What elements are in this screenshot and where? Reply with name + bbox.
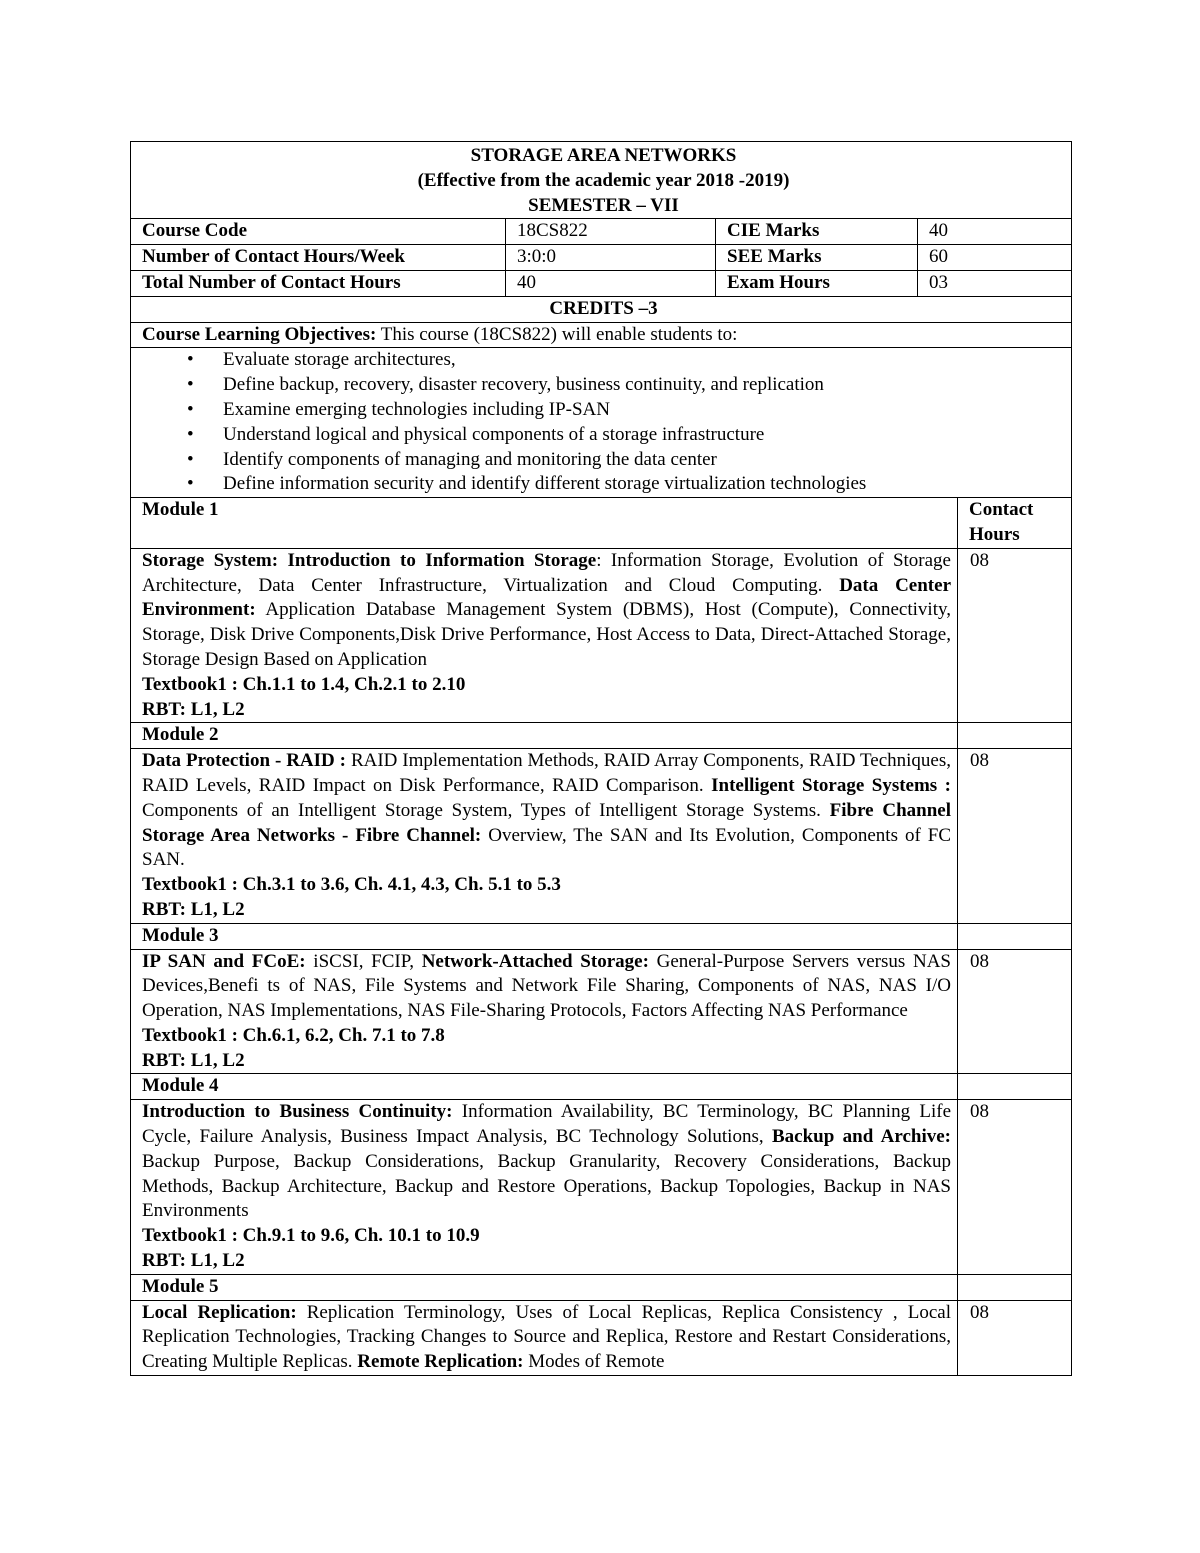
module-content-row xyxy=(131,548,1072,723)
topic-heading: Fibre Channel Storage Area Networks - Fibre Channel: xyxy=(142,799,951,846)
title-row xyxy=(131,142,1072,219)
topic-heading: Data Protection - RAID : xyxy=(142,750,347,772)
module-hours: 08 xyxy=(958,949,1072,1074)
module-hours: 08 xyxy=(958,548,1072,723)
contact-hours-header: Contact Hours xyxy=(958,498,1072,549)
topic-text: Application Database Management System (DBMS), Host (Compute), Connectivity, Storage, Disk Drive Components,Disk Drive Performance, Host Access to Data, Direct-Attached Storage, Storage Design Based on Application xyxy=(142,599,951,670)
topic-heading: Remote Replication: xyxy=(357,1351,524,1373)
objectives-heading-row xyxy=(131,322,1072,348)
objective-item: • Examine emerging technologies including IP-SAN xyxy=(202,398,1065,423)
see-marks-value: 60 xyxy=(918,245,1072,271)
topic-text: General-Purpose Servers versus NAS Devices,Benefi ts of NAS, File Systems and Network File Sharing, Components of NAS, NAS I/O Operation, NAS Implementations, NAS File-Sharing Protocols, Factors Affecting NAS Performance xyxy=(142,950,951,1022)
topic-text: : Information Storage, Evolution of Storage Architecture, Data Center Infrastructure, Virtualization and Cloud Computing. xyxy=(142,549,951,596)
module-content xyxy=(131,949,958,1074)
contact-hours-week-value: 3:0:0 xyxy=(506,245,716,271)
module-header-row xyxy=(131,723,1072,749)
module-title: Module 3 xyxy=(131,923,958,949)
module-content xyxy=(131,1100,958,1275)
exam-hours-label: Exam Hours xyxy=(716,270,918,296)
module-title: Module 5 xyxy=(131,1274,958,1300)
module-title: Module 4 xyxy=(131,1074,958,1100)
total-contact-hours-label: Total Number of Contact Hours xyxy=(131,270,506,296)
topic-text: Backup Purpose, Backup Considerations, Backup Granularity, Recovery Considerations, Backup Methods, Backup Architecture, Backup and Restore Operations, Backup Topologies, Backup in NAS Environments xyxy=(142,1150,951,1222)
info-row-total-hours xyxy=(131,270,1072,296)
exam-hours-value: 03 xyxy=(918,270,1072,296)
module-header-row xyxy=(131,1274,1072,1300)
module-header-row xyxy=(131,923,1072,949)
module-content xyxy=(131,749,958,924)
objective-item: • Define backup, recovery, disaster recovery, business continuity, and replication xyxy=(202,373,1065,398)
textbook-reference: Textbook1 : Ch.3.1 to 3.6, Ch. 4.1, 4.3, Ch. 5.1 to 5.3 xyxy=(142,874,561,896)
credits-row xyxy=(131,296,1072,322)
module-header-row xyxy=(131,498,1072,549)
topic-text: Replication Terminology, Uses of Local Replicas, Replica Consistency , Local Replication Technologies, Tracking Changes to Source and Replica, Restore and Restart Considerations, Creating Multiple Replicas. xyxy=(142,1301,951,1373)
module-content-row xyxy=(131,1100,1072,1275)
rbt-levels: RBT: L1, L2 xyxy=(142,898,245,920)
cie-marks-value: 40 xyxy=(918,219,1072,245)
textbook-reference: Textbook1 : Ch.1.1 to 1.4, Ch.2.1 to 2.10 xyxy=(142,673,466,695)
total-contact-hours-value: 40 xyxy=(506,270,716,296)
topic-text: iSCSI, FCIP, xyxy=(305,950,422,972)
topic-heading: Network-Attached Storage: xyxy=(421,950,649,972)
contact-hours-week-label: Number of Contact Hours/Week xyxy=(131,245,506,271)
objective-item: • Evaluate storage architectures, xyxy=(202,348,1065,373)
objective-item: • Define information security and identify different storage virtualization technologies xyxy=(202,472,1065,497)
module-content xyxy=(131,1300,958,1375)
rbt-levels: RBT: L1, L2 xyxy=(142,1250,245,1272)
objectives-list-cell xyxy=(131,348,1072,498)
module-header-row xyxy=(131,1074,1072,1100)
module-hours: 08 xyxy=(958,749,1072,924)
topic-text: Components of an Intelligent Storage System, Types of Intelligent Storage Systems. xyxy=(142,799,830,821)
module-title: Module 1 xyxy=(131,498,958,549)
module-content xyxy=(131,548,958,723)
syllabus-table xyxy=(130,141,1072,1376)
see-marks-label: SEE Marks xyxy=(716,245,918,271)
objectives-list-row xyxy=(131,348,1072,498)
objectives-list xyxy=(142,348,1065,497)
module-hours-header-empty xyxy=(958,923,1072,949)
topic-text: Information Availability, BC Terminology, BC Planning Life Cycle, Failure Analysis, Business Impact Analysis, BC Technology Solutions, xyxy=(142,1101,952,1148)
topic-text: Overview, The SAN and Its Evolution, Components of FC SAN. xyxy=(142,824,951,871)
title-cell xyxy=(131,142,1072,219)
textbook-reference: Textbook1 : Ch.6.1, 6.2, Ch. 7.1 to 7.8 xyxy=(142,1024,445,1046)
module-hours: 08 xyxy=(958,1300,1072,1375)
info-row-course-code xyxy=(131,219,1072,245)
topic-heading: Introduction to Business Continuity: xyxy=(142,1101,453,1123)
rbt-levels: RBT: L1, L2 xyxy=(142,1049,245,1071)
topic-text: RAID Implementation Methods, RAID Array Components, RAID Techniques, RAID Levels, RAID Impact on Disk Performance, RAID Comparison. xyxy=(142,750,951,796)
objectives-intro: This course (18CS822) will enable students to: xyxy=(376,323,738,345)
topic-heading: Local Replication: xyxy=(142,1301,297,1323)
course-title: STORAGE AREA NETWORKS xyxy=(470,145,737,166)
course-code-label: Course Code xyxy=(131,219,506,245)
topic-heading: Data Center Environment: xyxy=(142,574,951,621)
module-content-row xyxy=(131,749,1072,924)
rbt-levels: RBT: L1, L2 xyxy=(142,698,245,720)
module-hours: 08 xyxy=(958,1100,1072,1275)
objectives-label: Course Learning Objectives: xyxy=(142,323,377,345)
textbook-reference: Textbook1 : Ch.9.1 to 9.6, Ch. 10.1 to 10.9 xyxy=(142,1225,480,1247)
objectives-heading xyxy=(131,322,1072,348)
topic-heading: IP SAN and FCoE: xyxy=(142,950,306,972)
topic-heading: Intelligent Storage Systems : xyxy=(711,774,951,796)
objective-item: • Understand logical and physical components of a storage infrastructure xyxy=(202,423,1065,448)
cie-marks-label: CIE Marks xyxy=(716,219,918,245)
module-title: Module 2 xyxy=(131,723,958,749)
module-hours-header-empty xyxy=(958,1074,1072,1100)
topic-text: Modes of Remote xyxy=(523,1351,665,1373)
credits: CREDITS –3 xyxy=(131,296,1072,322)
topic-heading: Storage System: Introduction to Information Storage xyxy=(142,549,597,571)
module-content-row xyxy=(131,1300,1072,1375)
module-hours-header-empty xyxy=(958,723,1072,749)
objective-item: • Identify components of managing and monitoring the data center xyxy=(202,448,1065,473)
course-code-value: 18CS822 xyxy=(506,219,716,245)
module-hours-header-empty xyxy=(958,1274,1072,1300)
info-row-contact-week xyxy=(131,245,1072,271)
module-content-row xyxy=(131,949,1072,1074)
topic-heading: Backup and Archive: xyxy=(771,1126,951,1148)
effective-year: (Effective from the academic year 2018 -2019) xyxy=(417,169,790,191)
semester: SEMESTER – VII xyxy=(528,194,679,216)
